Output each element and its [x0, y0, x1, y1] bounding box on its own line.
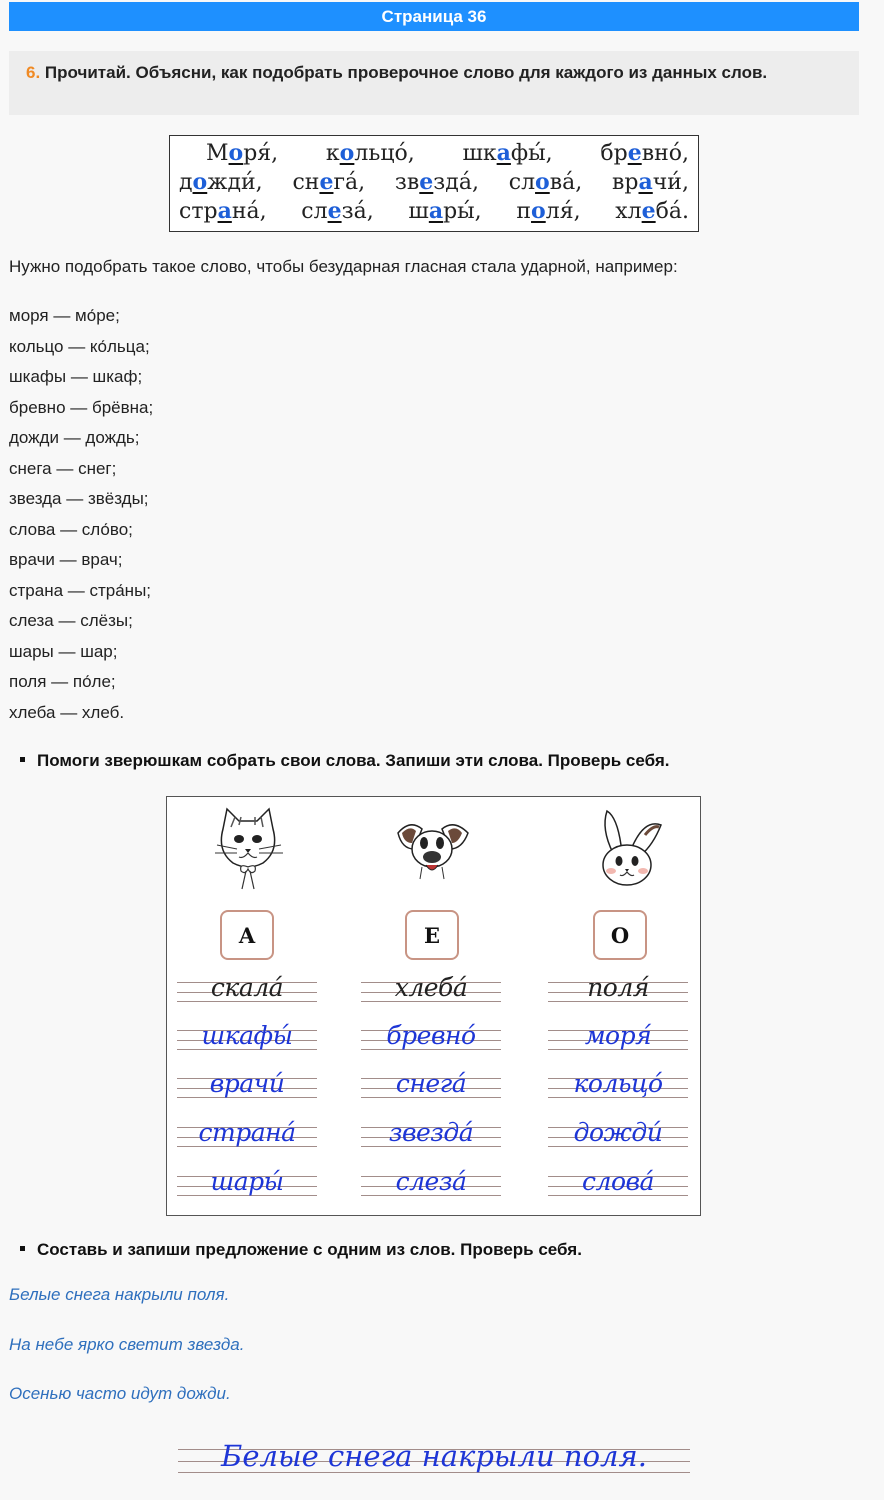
- task-box: [9, 51, 859, 115]
- answer-line: [177, 1023, 317, 1051]
- word-pair: бревно — брёвна;: [9, 398, 154, 417]
- word: снега́,: [292, 169, 366, 195]
- explanation-text: Нужно подобрать такое слово, чтобы безударная гласная стала ударной, например:: [9, 257, 678, 276]
- cat-icon: [209, 805, 287, 891]
- word: поля́,: [516, 198, 581, 224]
- word: звезда́,: [394, 169, 479, 195]
- answer-word: кольцо́: [573, 1069, 663, 1098]
- answer-line: [548, 1023, 688, 1051]
- answer-word: слова́: [582, 1167, 654, 1196]
- answer-word: снега́: [395, 1069, 467, 1098]
- answer-line: [361, 975, 501, 1003]
- word: бревно́,: [600, 140, 689, 166]
- answer-line: [177, 1071, 317, 1099]
- word-pair: врачи — врач;: [9, 550, 123, 569]
- word: слеза́,: [301, 198, 374, 224]
- answer-line: [177, 1169, 317, 1197]
- bullet-icon: [20, 757, 25, 762]
- answer-line: [548, 1169, 688, 1197]
- exercise-card: [166, 796, 701, 1216]
- sample-word: скала́: [210, 973, 284, 1002]
- word-pair: слова — сло́во;: [9, 520, 133, 539]
- sample-word: поля́: [587, 973, 649, 1002]
- puppy-icon: [392, 819, 472, 883]
- sample-word: хлеба́: [394, 973, 468, 1002]
- vowel-bubble-o: О: [593, 910, 647, 960]
- answer-word: дожди́: [573, 1118, 663, 1147]
- bullet-icon: [20, 1246, 25, 1251]
- answer-word: бревно́: [386, 1021, 476, 1050]
- words-line-2: [170, 169, 698, 198]
- word: страна́,: [179, 198, 267, 224]
- task-instruction: Прочитай. Объясни, как подобрать проверочное слово для каждого из данных слов.: [44, 63, 768, 82]
- words-line-1: [170, 140, 698, 169]
- word-pair: моря — мо́ре;: [9, 306, 120, 325]
- word-pair: хлеба — хлеб.: [9, 703, 125, 722]
- answer-word: страна́: [198, 1118, 296, 1147]
- cursive-sentence-line: [178, 1441, 690, 1481]
- cursive-sentence: Белые снега накрыли поля.: [221, 1439, 647, 1473]
- word-pair: звезда — звёзды;: [9, 489, 149, 508]
- answer-line: [548, 1071, 688, 1099]
- words-line-3: [170, 198, 698, 227]
- word-pair: слеза — слёзы;: [9, 611, 133, 630]
- answer-word: шкафы́: [201, 1021, 293, 1050]
- words-box: [169, 135, 699, 232]
- answer-word: звезда́: [388, 1118, 474, 1147]
- vowel-bubble-a: А: [220, 910, 274, 960]
- answer-line: [361, 1071, 501, 1099]
- word-pair: шары — шар;: [9, 642, 118, 661]
- answer-word: шары́: [210, 1167, 284, 1196]
- vowel-bubble-e: Е: [405, 910, 459, 960]
- word: шары́,: [408, 198, 482, 224]
- word: шкафы́,: [462, 140, 553, 166]
- answer-line: [548, 1120, 688, 1148]
- answer-line: [361, 1120, 501, 1148]
- word: хлеба́.: [615, 198, 689, 224]
- answer-line: [177, 1120, 317, 1148]
- example-sentence: Осенью часто идут дожди.: [9, 1384, 231, 1403]
- answer-word: слеза́: [395, 1167, 467, 1196]
- example-sentence: Белые снега накрыли поля.: [9, 1285, 230, 1304]
- answer-word: врачи́: [209, 1069, 285, 1098]
- answer-word: моря́: [584, 1021, 652, 1050]
- bullet-instruction-2: Составь и запиши предложение с одним из слов. Проверь себя.: [20, 1240, 582, 1260]
- word-pair: поля — по́ле;: [9, 672, 116, 691]
- word-pair: страна — стра́ны;: [9, 581, 152, 600]
- word: врачи́,: [612, 169, 689, 195]
- task-text: [26, 57, 826, 88]
- example-sentence: На небе ярко светит звезда.: [9, 1335, 245, 1354]
- answer-line: [548, 975, 688, 1003]
- word-pair: шкафы — шкаф;: [9, 367, 143, 386]
- task-number: 6.: [26, 63, 41, 82]
- word-pair: дожди — дождь;: [9, 428, 140, 447]
- answer-line: [177, 975, 317, 1003]
- answer-line: [361, 1023, 501, 1051]
- bunny-icon: [589, 805, 669, 889]
- word: слова́,: [508, 169, 583, 195]
- word: Моря́,: [206, 140, 279, 166]
- bullet-instruction-1: Помоги зверюшкам собрать свои слова. Запиши эти слова. Проверь себя.: [20, 751, 670, 771]
- answer-line: [361, 1169, 501, 1197]
- word: кольцо́,: [325, 140, 415, 166]
- word: дожди́,: [179, 169, 263, 195]
- word-pair: кольцо — ко́льца;: [9, 337, 150, 356]
- page-title: Страница 36: [9, 2, 859, 31]
- word-pair: снега — снег;: [9, 459, 117, 478]
